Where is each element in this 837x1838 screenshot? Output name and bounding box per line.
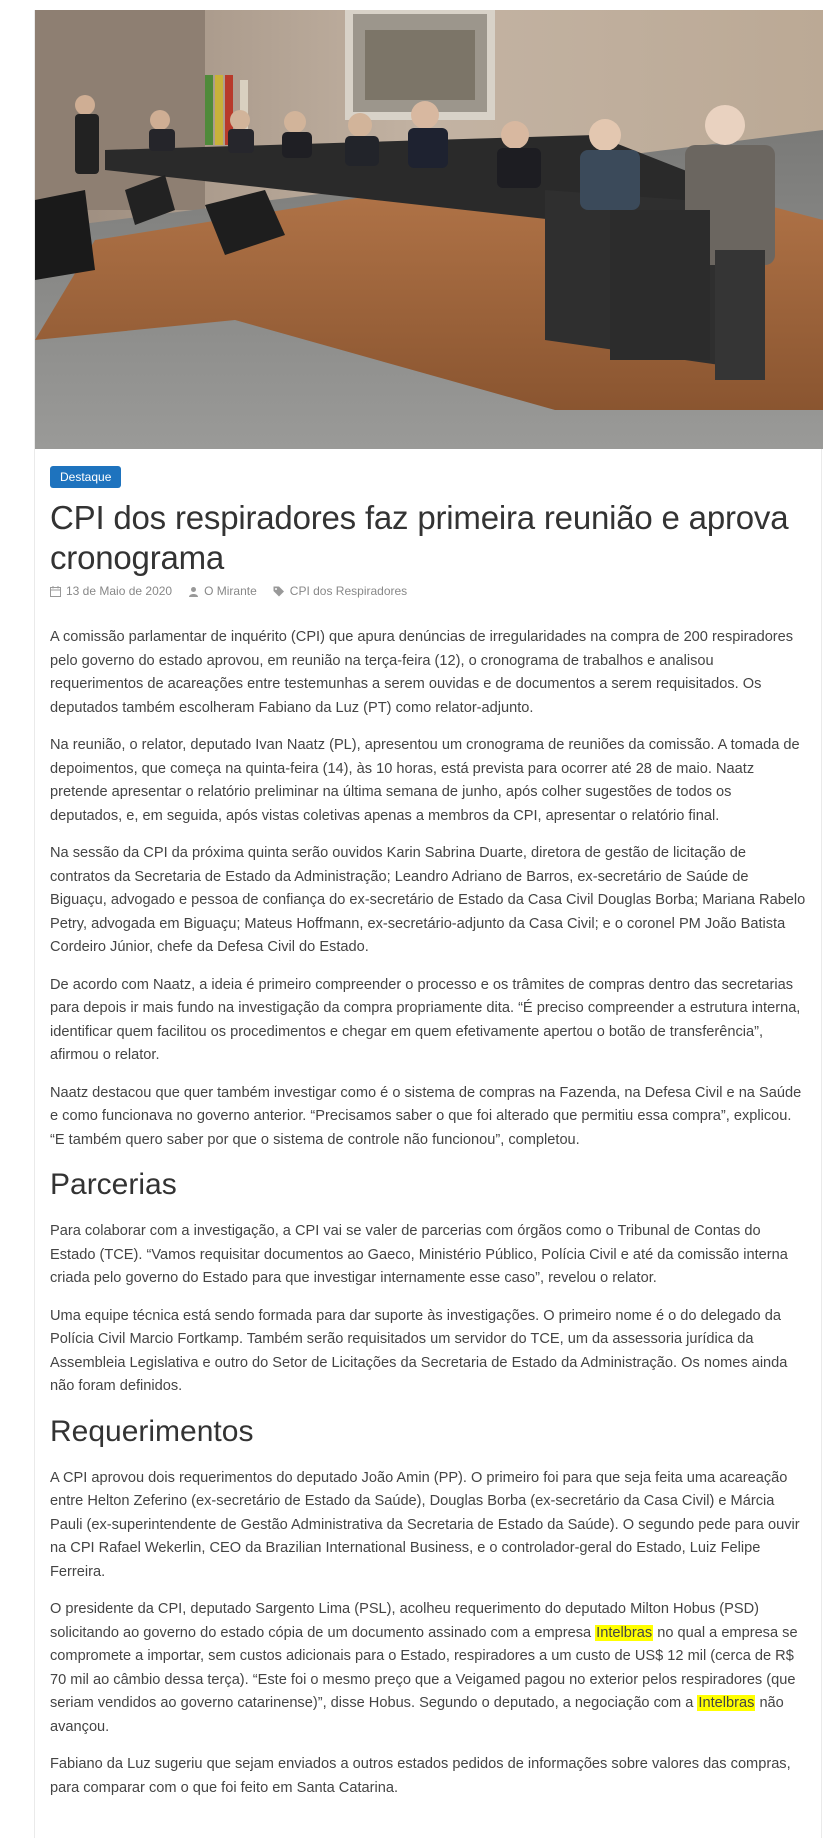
meta-tag[interactable] <box>273 584 407 598</box>
highlight-intelbras: Intelbras <box>698 1695 755 1711</box>
meta-date[interactable] <box>50 584 172 598</box>
paragraph: De acordo com Naatz, a ideia é primeiro compreender o processo e os trâmites de compras dentro das secretarias para depois ir mais fundo na investigação da compra propriamente dita. “É preciso compreender a estrutura interna, identificar quem facilitou os procedimentos e chegar em quem efetivamente apertou o botão de transferência”, afirmou o relator. <box>50 976 801 1063</box>
article-title: CPI dos respiradores faz primeira reunião e aprova cronograma <box>50 499 789 576</box>
section-heading-parcerias: Parcerias <box>50 1168 177 1201</box>
paragraph: Uma equipe técnica está sendo formada para dar suporte às investigações. O primeiro nome é o do delegado da Polícia Civil Marcio Fortkamp. Também serão requisitados um servidor do TCE, um da assessoria jurídica da Assembleia Legislativa e outro do Setor de Licitações da Secretaria de Estado da Administração. Os nomes ainda não foram definidos. <box>50 1307 788 1394</box>
tag-icon <box>273 586 285 597</box>
text-segment: O presidente da CPI, deputado Sargento Lima (PSL), acolheu requerimento do deputado Milton Hobus (PSD) solicitando ao governo do estado cópia de um documento assinado com a empresa <box>50 1601 760 1641</box>
user-icon <box>188 586 199 597</box>
section-heading-requerimentos: Requerimentos <box>50 1414 254 1448</box>
article-meta <box>50 584 806 598</box>
meta-author[interactable] <box>188 584 257 598</box>
tag-text: CPI dos Respiradores <box>289 584 408 598</box>
highlight-intelbras: Intelbras <box>596 1624 653 1641</box>
text-segment: no qual a empresa se compromete a importar, sem custos adicionais para o Estado, respiradores a um custo de US$ 12 mil (cerca de R$ 70 mil ao câmbio dessa terça). “Este foi o mesmo preço que a Veigamed pagou no exterior pelos respiradores (que seriam vendidos ao governo catarinense)”, disse Hobus. Segundo o deputado, a negociação com a <box>50 1624 798 1711</box>
article <box>34 10 822 1838</box>
paragraph: Naatz destacou que quer também investigar como é o sistema de compras na Fazenda, na Defesa Civil e na Saúde e como funcionava no governo anterior. “Precisamos saber o que foi alterado que permitiu essa compra”, explicou. “E também quero saber por que o sistema de controle não funcionou”, completou. <box>50 1084 802 1148</box>
featured-image[interactable] <box>35 10 823 449</box>
text-segment: não avançou. <box>50 1695 784 1735</box>
paragraph: A CPI aprovou dois requerimentos do deputado João Amin (PP). O primeiro foi para que seja feita uma acareação entre Helton Zeferino (ex-secretário de Estado da Saúde), Douglas Borba (ex-secretário da Casa Civil) e Márcia Pauli (ex-superintendente de Gestão Administrativa da Secretaria de Estado da Saúde). O segundo pede para ouvir na CPI Rafael Wekerlin, CEO da Brazilian International Business, e o controlador-geral do Estado, Luiz Felipe Ferreira. <box>50 1469 800 1580</box>
paragraph: A comissão parlamentar de inquérito (CPI) que apura denúncias de irregularidades na compra de 200 respiradores pelo governo do estado aprovou, em reunião na terça-feira (12), o cronograma de trabalhos e analisou requerimentos de acareações entre testemunhas a serem ouvidas e de documentos a serem requisitados. Os deputados também escolheram Fabiano da Luz (PT) como relator-adjunto. <box>50 629 794 716</box>
paragraph: Na reunião, o relator, deputado Ivan Naatz (PL), apresentou um cronograma de reuniões da comissão. A tomada de depoimentos, que começa na quinta-feira (14), às 10 horas, está prevista para ocorrer até 28 de maio. Naatz pretende apresentar o relatório preliminar na última semana de junho, após colher sugestões de todos os deputados, e, em seguida, após vistas coletivas apenas a membros da CPI, apresentar o relatório final. <box>50 737 800 824</box>
article-content <box>50 466 806 1814</box>
category-badge[interactable]: Destaque <box>50 466 121 488</box>
date-text: 13 de Maio de 2020 <box>66 584 173 598</box>
paragraph: Na sessão da CPI da próxima quinta serão ouvidos Karin Sabrina Duarte, diretora de gestão de licitação de contratos da Secretaria de Estado da Administração; Leandro Adriano de Barros, ex-secretário de Saúde de Biguaçu, advogado e pessoa de confiança do ex-secretário de Estado da Casa Civil Douglas Borba; Mariana Rabelo Petry, advogada em Biguaçu; Mateus Hoffmann, ex-secretário-adjunto da Casa Civil; e o coronel PM João Batista Cordeiro Júnior, chefe da Defesa Civil do Estado. <box>50 845 806 955</box>
paragraph-highlighted <box>50 1598 806 1739</box>
paragraph: Para colaborar com a investigação, a CPI vai se valer de parcerias com órgãos como o Tribunal de Contas do Estado (TCE). “Vamos requisitar documentos ao Gaeco, Ministério Público, Polícia Civil e até da comissão interna criada pelo governo do Estado para que investigar internamente esse caso”, revelou o relator. <box>50 1223 788 1286</box>
author-text: O Mirante <box>204 584 257 598</box>
paragraph: Fabiano da Luz sugeriu que sejam enviados a outros estados pedidos de informações sobre valores das compras, para comparar com o que foi feito em Santa Catarina. <box>50 1756 791 1796</box>
calendar-icon <box>50 586 61 597</box>
meeting-photo <box>35 10 823 449</box>
